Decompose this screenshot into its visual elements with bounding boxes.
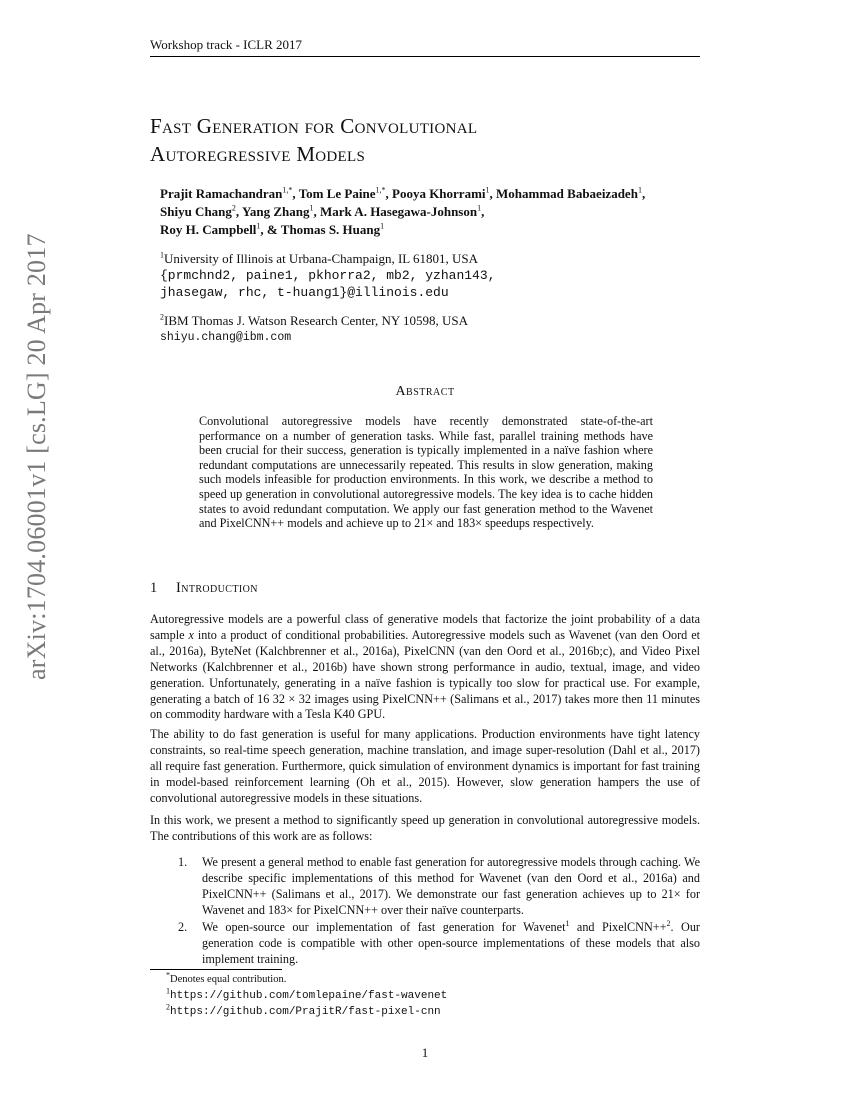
author-name: Yang Zhang [241,204,310,219]
email-list: jhasegaw, rhc, t-huang1}@illinois.edu [160,285,449,300]
author-name: Shiyu Chang [160,204,232,219]
abstract-text: Convolutional autoregressive models have recently demonstrated state-of-the-art performance on a number of generation tasks. While fast, parallel training methods have been crucial for their success, generation is typically implemented in a naïve fashion where redundant computations are unnecessarily repeated. This results in slow generation, making such models infeasible for production environments. In this work, we describe a method to speed up generation in convolutional autoregressive models. The key idea is to cache hidden states to avoid redundant computation. We apply our fast generation method to the Wavenet and PixelCNN++ models and achieve up to 21× and 183× speedups respectively. [199,414,653,531]
footnote-mark: 1 [166,986,170,996]
author-line-3: Roy H. Campbell$^1$, & Thomas S. Huang$^1$ [160,221,385,237]
affiliation-line [160,250,495,267]
paragraph: The ability to do fast generation is useful for many applications. Production environments have tight latency constraints, so real-time speech generation, machine translation, and image super-resolution (Dahl et al., 2017) all require fast generation. Furthermore, quick simulation of environment dynamics is important for fast training in model-based reinforcement learning (Oh et al., 2015). However, slow generation hampers the use of convolutional autoregressive models in these situations. [150,727,700,805]
list-item [178,920,700,968]
author-mark: 1 [637,185,642,195]
author-mark: 1 [485,185,490,195]
affiliation-mark: 1 [160,250,164,260]
title-line-2: Autoregressive Models [150,142,366,166]
footnote-link[interactable]: https://github.com/tomlepaine/fast-wavenet [170,989,448,1002]
footnote-ref: 1 [565,918,570,928]
arxiv-stamp-text: arXiv:1704.06001v1 [cs.LG] 20 Apr 2017 [22,233,51,680]
author-line-2: Shiyu Chang$^2$, Yang Zhang$^1$, Mark A. Hasegawa-Johnson$^1$, [160,203,485,219]
affiliation-line [160,312,468,329]
footnotes [166,972,447,1021]
contribution-list [178,855,700,919]
list-item-text: We present a general method to enable fast generation for autoregressive models through caching. We describe specific implementations of this method for Wavenet (van den Oord et al., 2016a) and PixelCNN++ (Salimans et al., 2017). We demonstrate our fast generation achieves up to 21× for Wavenet and 183× for PixelCNN++ over their naïve counterparts. [202,855,700,917]
footnote [166,1004,447,1021]
affiliation-name: IBM Thomas J. Watson Research Center, NY 10598, USA [164,313,469,328]
title-line-1: Fast Generation for Convolutional [150,114,478,138]
footnote-link[interactable]: https://github.com/PrajitR/fast-pixel-cnn [170,1006,441,1019]
paragraph-text: Autoregressive models are a powerful class of generative models that factorize the joint probability of a data sample [150,612,700,642]
affiliation-uiuc [160,250,495,301]
section-number: 1 [150,580,158,596]
list-marker: 1. [178,855,188,869]
affiliation-ibm [160,312,468,346]
list-item [178,855,700,919]
author-mark: 1 [309,203,314,213]
math-variable: x [188,627,194,642]
section-title: Introduction [176,580,258,596]
paragraph: In this work, we present a method to significantly speed up generation in convolutional autoregressive models. The contributions of this work are as follows: [150,813,700,843]
footnote-mark: * [166,970,170,980]
paragraph [150,612,700,723]
author-name: Tom Le Paine [298,186,376,201]
affiliation-name: University of Illinois at Urbana-Champaign, IL 61801, USA [164,251,478,266]
author-name: Thomas S. Huang [280,222,381,237]
section-heading [150,580,258,597]
email-list: {prmchnd2, paine1, pkhorra2, mb2, yzhan143, [160,268,496,283]
running-header: Workshop track - ICLR 2017 [150,37,303,52]
list-item-text: and PixelCNN++ [569,920,667,934]
footnote [166,988,447,1005]
author-mark: 1 [477,203,482,213]
list-marker: 2. [178,920,188,934]
author-mark: 1,* [375,185,386,195]
list-item-text: We open-source our implementation of fast generation for Wavenet [202,920,566,934]
abstract-heading: Abstract [395,384,455,399]
author-mark: 2 [231,203,236,213]
paragraph-text: into a product of conditional probabilities. Autoregressive models such as Wavenet (van den Oord et al., 2016a), ByteNet (Kalchbrenner et al., 2016a), PixelCNN (van den Oord et al., 2016b;c), and Video Pixel Networks (Kalchbrenner et al., 2016b) have shown strong performance in audio, textual, image, and video generation. Unfortunately, generating in a naïve fashion is typically too slow for practical use. For example, generating a batch of 16 32 × 32 images using PixelCNN++ (Salimans et al., 2017) takes more then 11 minutes on commodity hardware with a Tesla K40 GPU. [150,627,701,722]
author-list [160,185,645,239]
contribution-list [178,920,700,968]
list-item-text: . Our generation code is compatible with other open-source implementations of these models that also implement training. [202,920,700,966]
footnote-text: Denotes equal contribution. [170,974,287,985]
affiliation-mark: 2 [160,312,164,322]
page-number: 1 [421,1045,429,1060]
author-name: Mark A. Hasegawa-Johnson [320,204,478,219]
author-name: Pooya Khorrami [392,186,486,201]
header-rule [150,56,700,57]
author-mark: 1 [380,221,385,231]
email: shiyu.chang@ibm.com [160,331,292,344]
author-name: Prajit Ramachandran [160,186,283,201]
author-mark: 1 [256,221,261,231]
author-mark: 1,* [282,185,293,195]
paper-title [150,112,477,168]
footnote [166,972,447,988]
author-line-1: Prajit Ramachandran$^{1,*}$, Tom Le Paine$^{1,*}$, Pooya Khorrami$^1$, Mohammad Babaeizadeh$^1$, [160,185,646,201]
footnote-ref: 2 [666,918,671,928]
author-name: Roy H. Campbell [160,222,257,237]
footnote-mark: 2 [166,1002,170,1012]
author-name: Mohammad Babaeizadeh [496,186,638,201]
